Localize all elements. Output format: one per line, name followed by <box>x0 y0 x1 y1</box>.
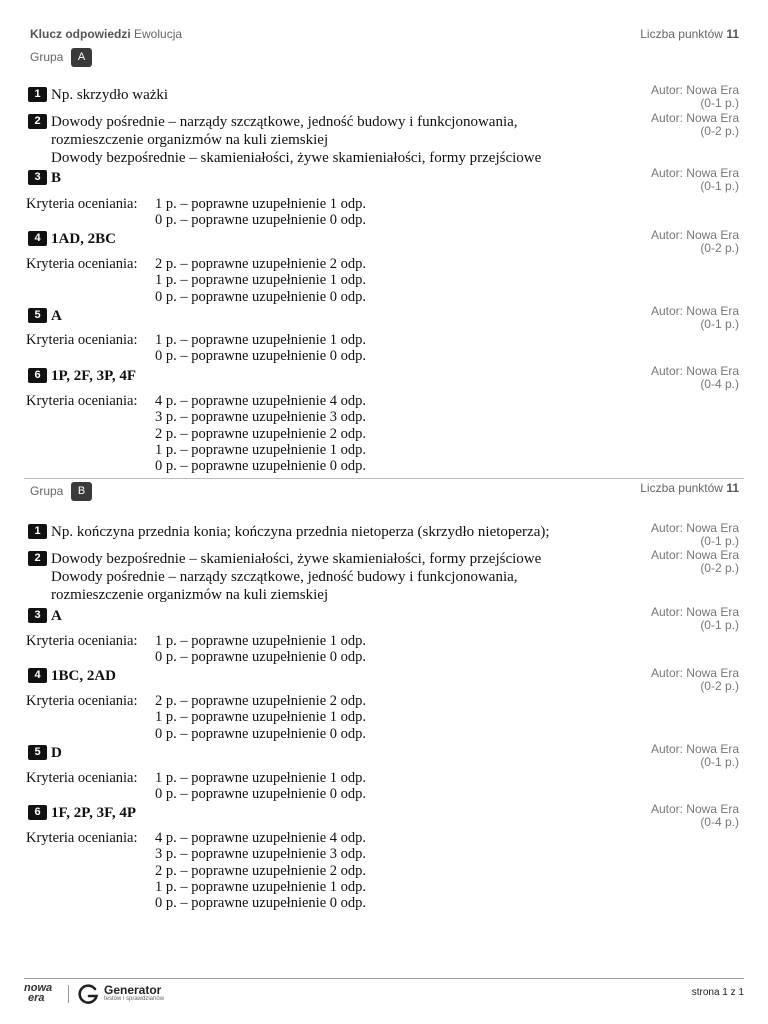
author-a3: Autor: Nowa Era (0-1 p.) <box>650 166 739 193</box>
author-b3: Autor: Nowa Era (0-1 p.) <box>650 605 739 632</box>
group-divider <box>24 478 744 479</box>
author-b4: Autor: Nowa Era (0-2 p.) <box>650 666 739 693</box>
author-a2: Autor: Nowa Era (0-2 p.) <box>650 111 739 138</box>
author-b6: Autor: Nowa Era (0-4 p.) <box>650 802 739 829</box>
author-a4: Autor: Nowa Era (0-2 p.) <box>650 228 739 255</box>
generator-tagline: testów i sprawdzianów <box>104 996 165 1002</box>
doc-title: Klucz odpowiedzi Ewolucja <box>30 27 183 41</box>
logo-divider <box>68 985 69 1003</box>
generator-brand: Generator <box>104 983 162 997</box>
generator-logo-icon <box>77 983 99 1005</box>
author-b2: Autor: Nowa Era (0-2 p.) <box>650 548 739 575</box>
page-number: strona 1 z 1 <box>691 987 744 998</box>
author-b1: Autor: Nowa Era (0-1 p.) <box>650 521 739 548</box>
author-a6: Autor: Nowa Era (0-4 p.) <box>650 364 739 391</box>
footer-divider <box>24 978 744 979</box>
group-b-points: Liczba punktów 11 <box>640 481 739 495</box>
author-b5: Autor: Nowa Era (0-1 p.) <box>650 742 739 769</box>
document-header <box>30 27 739 43</box>
author-a1: Autor: Nowa Era (0-1 p.) <box>650 83 739 110</box>
total-points: Liczba punktów 11 <box>640 27 739 41</box>
group-badge: B <box>71 482 92 501</box>
nowa-era-logo: nowa era <box>24 982 53 1004</box>
group-badge: A <box>71 48 92 67</box>
author-a5: Autor: Nowa Era (0-1 p.) <box>650 304 739 331</box>
